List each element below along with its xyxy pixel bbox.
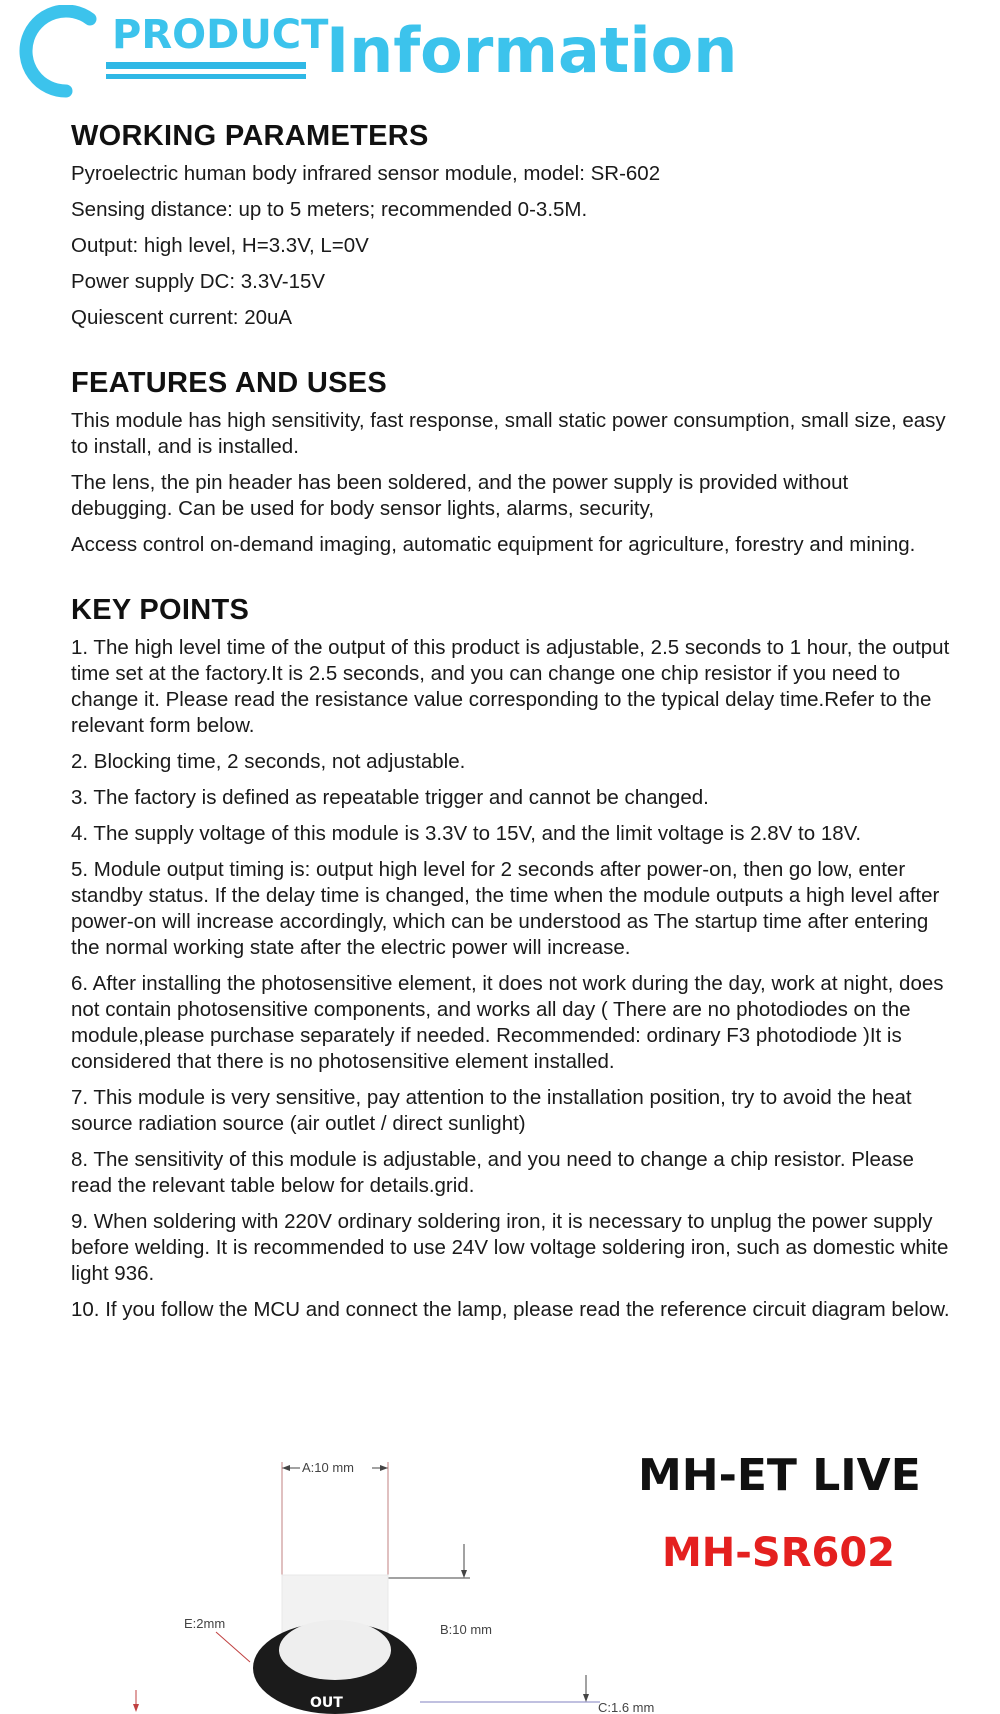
product-underline-2 [106,74,306,79]
out-pin-label: OUT [310,1695,343,1711]
key-point: 7. This module is very sensitive, pay attention to the installation position, try to avoid the heat source radiation source (air outlet / direct sunlight) [71,1086,912,1135]
key-point: 8. The sensitivity of this module is adjustable, and you need to change a chip resistor. Please read the relevant table below for details.grid. [71,1148,914,1197]
feature-paragraph: Access control on-demand imaging, automatic equipment for agriculture, forestry and mining. [71,533,916,556]
key-points-section [71,594,951,1323]
key-point: 10. If you follow the MCU and connect the lamp, please read the reference circuit diagram below. [71,1298,950,1321]
features-section [71,367,951,558]
key-point: 1. The high level time of the output of this product is adjustable, 2.5 seconds to 1 hour, the output time set at the factory.It is 2.5 seconds, and you can change one chip resistor if you need to change it. Please read the resistance value corresponding to the typical delay time.Refer to the relevant form below. [71,636,950,737]
dim-b-label: B:10 mm [440,1622,493,1637]
feature-paragraph: This module has high sensitivity, fast response, small static power consumption, small size, easy to install, and is installed. [71,409,946,458]
section-title: KEY POINTS [71,594,250,626]
ring-logo-icon [10,5,120,100]
key-point: 5. Module output timing is: output high level for 2 seconds after power-on, then go low, enter standby status. If the delay time is changed, the time when the module outputs a high level after power-on will increase accordingly, which can be understood as The startup time after entering the normal working state after the electric power will increase. [71,858,940,959]
section-title: WORKING PARAMETERS [71,120,429,152]
param-line: Pyroelectric human body infrared sensor module, model: SR-602 [71,162,661,185]
param-line: Sensing distance: up to 5 meters; recommended 0-3.5M. [71,198,588,221]
param-line: Output: high level, H=3.3V, L=0V [71,234,369,257]
sensor-dome [279,1620,391,1680]
arrow-icon [282,1465,290,1471]
model-name: MH-SR602 [662,1530,895,1576]
key-point: 4. The supply voltage of this module is 3.3V to 15V, and the limit voltage is 2.8V to 18V. [71,822,862,845]
key-point: 6. After installing the photosensitive element, it does not work during the day, work at night, does not contain photosensitive components, and works all day ( There are no photodiodes on the module,please purchase separately if needed. Recommended: ordinary F3 photodiode )It is considered that there is no photosensitive element installed. [71,972,944,1073]
product-word: PRODUCT [112,12,329,58]
product-underline [106,62,306,69]
working-parameters-section [71,120,951,331]
brand-name: MH-ET LIVE [638,1450,921,1501]
dim-e-label: E:2mm [184,1616,226,1631]
key-point: 3. The factory is defined as repeatable trigger and cannot be changed. [71,786,709,809]
arrow-icon [380,1465,388,1471]
dim-c-label: C:1.6 mm [598,1700,655,1714]
param-line: Power supply DC: 3.3V-15V [71,270,326,293]
param-line: Quiescent current: 20uA [71,306,293,329]
main-content [71,120,951,1359]
information-word: Information [326,14,738,87]
key-point: 2. Blocking time, 2 seconds, not adjustable. [71,750,466,773]
dim-a-label: A:10 mm [302,1460,355,1475]
key-point: 9. When soldering with 220V ordinary soldering iron, it is necessary to unplug the power supply before welding. It is recommended to use 24V low voltage soldering iron, such as domestic white light 936. [71,1210,949,1285]
product-info-banner [0,0,1000,110]
section-title: FEATURES AND USES [71,367,388,399]
feature-paragraph: The lens, the pin header has been soldered, and the power supply is provided without debugging. Can be used for body sensor lights, alarms, security, [71,471,849,520]
